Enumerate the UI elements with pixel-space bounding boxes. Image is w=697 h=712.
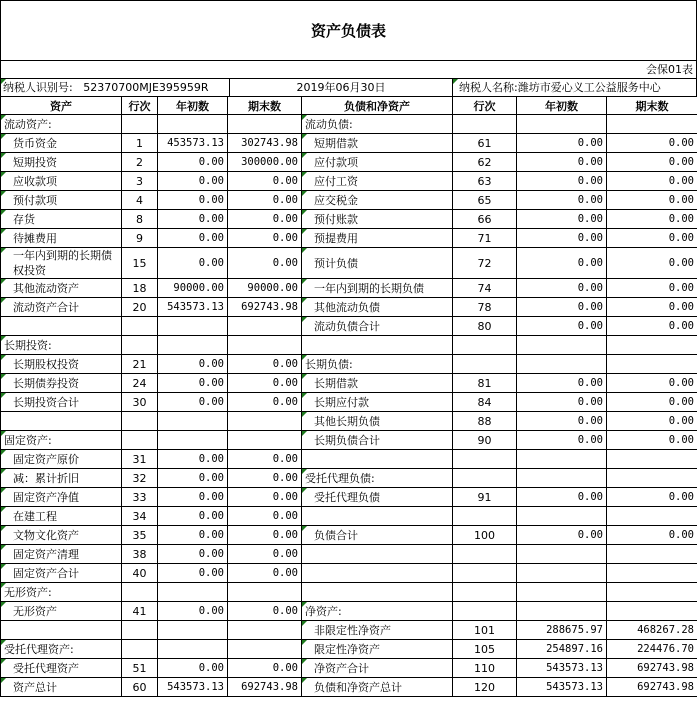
asset-end-cell[interactable]: 0.00 [228, 450, 302, 469]
liability-begin-cell[interactable]: 0.00 [517, 393, 607, 412]
liability-name-cell[interactable] [302, 564, 453, 583]
asset-end-cell[interactable]: 0.00 [228, 229, 302, 248]
asset-name-cell[interactable]: 固定资产合计 [1, 564, 122, 583]
asset-line-cell[interactable]: 40 [122, 564, 158, 583]
liability-name-cell[interactable]: 流动负债合计 [302, 317, 453, 336]
liability-begin-cell[interactable] [517, 336, 607, 355]
liability-begin-cell[interactable]: 0.00 [517, 317, 607, 336]
liability-name-cell[interactable]: 应付工资 [302, 172, 453, 191]
asset-name-cell[interactable]: 无形资产: [1, 583, 122, 602]
table-row [1, 640, 697, 659]
asset-name-cell[interactable]: 固定资产原价 [1, 450, 122, 469]
table-row [1, 507, 697, 526]
asset-line-cell[interactable]: 24 [122, 374, 158, 393]
asset-end-cell[interactable] [228, 336, 302, 355]
table-row [1, 412, 697, 431]
liability-end-cell[interactable]: 0.00 [607, 134, 697, 153]
liability-name-cell[interactable] [302, 336, 453, 355]
liability-begin-cell[interactable] [517, 355, 607, 374]
table-row [1, 248, 697, 279]
liability-begin-cell[interactable]: 0.00 [517, 374, 607, 393]
liability-line-cell[interactable]: 61 [453, 134, 517, 153]
asset-end-cell[interactable]: 692743.98 [228, 678, 302, 697]
asset-end-cell[interactable] [228, 583, 302, 602]
taxpayer-name: 潍坊市爱心义工公益服务中心 [517, 81, 661, 94]
liability-line-cell[interactable]: 105 [453, 640, 517, 659]
asset-end-cell[interactable]: 0.00 [228, 602, 302, 621]
report-date[interactable]: 2019年06月30日 [230, 79, 453, 96]
asset-end-cell[interactable] [228, 412, 302, 431]
asset-line-cell[interactable]: 15 [122, 248, 158, 279]
liability-name-cell[interactable]: 一年内到期的长期负债 [302, 279, 453, 298]
table-row [1, 431, 697, 450]
asset-end-cell[interactable]: 0.00 [228, 393, 302, 412]
liability-name-cell[interactable]: 应交税金 [302, 191, 453, 210]
asset-begin-cell[interactable]: 0.00 [158, 488, 228, 507]
asset-begin-cell[interactable] [158, 431, 228, 450]
liability-end-cell[interactable]: 0.00 [607, 229, 697, 248]
asset-name-cell[interactable]: 待摊费用 [1, 229, 122, 248]
asset-end-cell[interactable]: 90000.00 [228, 279, 302, 298]
table-row [1, 469, 697, 488]
asset-end-cell[interactable]: 0.00 [228, 488, 302, 507]
asset-line-cell[interactable]: 9 [122, 229, 158, 248]
liability-line-cell[interactable]: 120 [453, 678, 517, 697]
liability-line-cell[interactable]: 81 [453, 374, 517, 393]
table-row [1, 583, 697, 602]
asset-end-cell[interactable]: 0.00 [228, 210, 302, 229]
table-row [1, 374, 697, 393]
liability-name-cell[interactable]: 其他长期负债 [302, 412, 453, 431]
header-end: 期末数 [228, 97, 302, 115]
liability-begin-cell[interactable]: 0.00 [517, 279, 607, 298]
asset-name-cell[interactable]: 长期投资: [1, 336, 122, 355]
liability-name-cell[interactable]: 流动负债: [302, 115, 453, 134]
asset-line-cell[interactable]: 31 [122, 450, 158, 469]
asset-begin-cell[interactable]: 0.00 [158, 248, 228, 279]
liability-line-cell[interactable]: 110 [453, 659, 517, 678]
asset-line-cell[interactable]: 3 [122, 172, 158, 191]
asset-end-cell[interactable]: 0.00 [228, 564, 302, 583]
table-row [1, 191, 697, 210]
liability-name-cell[interactable]: 负债和净资产总计 [302, 678, 453, 697]
asset-line-cell[interactable]: 33 [122, 488, 158, 507]
asset-line-cell[interactable]: 8 [122, 210, 158, 229]
taxpayer-id-label: 纳税人识别号: [3, 81, 73, 94]
liability-line-cell[interactable]: 84 [453, 393, 517, 412]
liability-end-cell[interactable]: 0.00 [607, 412, 697, 431]
liability-end-cell[interactable]: 0.00 [607, 526, 697, 545]
liability-line-cell[interactable]: 71 [453, 229, 517, 248]
asset-line-cell[interactable]: 2 [122, 153, 158, 172]
table-row [1, 115, 697, 134]
liability-end-cell[interactable]: 224476.70 [607, 640, 697, 659]
balance-table [0, 96, 697, 697]
liability-name-cell[interactable]: 长期负债合计 [302, 431, 453, 450]
liability-line-cell[interactable]: 80 [453, 317, 517, 336]
liability-begin-cell[interactable] [517, 564, 607, 583]
header-info-row [0, 78, 697, 96]
table-row [1, 621, 697, 640]
liability-end-cell[interactable] [607, 564, 697, 583]
liability-name-cell[interactable]: 非限定性净资产 [302, 621, 453, 640]
asset-name-cell[interactable]: 长期股权投资 [1, 355, 122, 374]
asset-name-cell[interactable]: 固定资产净值 [1, 488, 122, 507]
liability-end-cell[interactable]: 692743.98 [607, 659, 697, 678]
asset-end-cell[interactable] [228, 115, 302, 134]
liability-line-cell[interactable] [453, 450, 517, 469]
liability-line-cell[interactable]: 74 [453, 279, 517, 298]
table-row [1, 678, 697, 697]
asset-line-cell[interactable] [122, 621, 158, 640]
liability-begin-cell[interactable] [517, 602, 607, 621]
asset-name-cell[interactable]: 货币资金 [1, 134, 122, 153]
asset-begin-cell[interactable] [158, 583, 228, 602]
asset-begin-cell[interactable]: 543573.13 [158, 678, 228, 697]
asset-begin-cell[interactable] [158, 115, 228, 134]
liability-name-cell[interactable]: 长期应付款 [302, 393, 453, 412]
liability-begin-cell[interactable]: 0.00 [517, 210, 607, 229]
liability-name-cell[interactable]: 受托代理负债 [302, 488, 453, 507]
asset-end-cell[interactable] [228, 640, 302, 659]
asset-line-cell[interactable] [122, 583, 158, 602]
liability-begin-cell[interactable] [517, 469, 607, 488]
liability-line-cell[interactable]: 62 [453, 153, 517, 172]
table-row [1, 545, 697, 564]
table-header-row [1, 97, 697, 115]
asset-end-cell[interactable]: 302743.98 [228, 134, 302, 153]
liability-line-cell[interactable]: 100 [453, 526, 517, 545]
table-row [1, 450, 697, 469]
liability-begin-cell[interactable]: 288675.97 [517, 621, 607, 640]
liability-end-cell[interactable] [607, 469, 697, 488]
liability-begin-cell[interactable]: 0.00 [517, 526, 607, 545]
liability-end-cell[interactable]: 0.00 [607, 374, 697, 393]
asset-begin-cell[interactable]: 0.00 [158, 545, 228, 564]
asset-line-cell[interactable]: 35 [122, 526, 158, 545]
liability-end-cell[interactable]: 692743.98 [607, 678, 697, 697]
table-row [1, 229, 697, 248]
liability-name-cell[interactable] [302, 507, 453, 526]
liability-begin-cell[interactable] [517, 115, 607, 134]
liability-name-cell[interactable]: 长期负债: [302, 355, 453, 374]
table-row [1, 564, 697, 583]
liability-line-cell[interactable]: 90 [453, 431, 517, 450]
asset-begin-cell[interactable] [158, 640, 228, 659]
table-row [1, 488, 697, 507]
asset-name-cell[interactable]: 应收款项 [1, 172, 122, 191]
liability-end-cell[interactable] [607, 355, 697, 374]
liability-begin-cell[interactable]: 0.00 [517, 248, 607, 279]
liability-end-cell[interactable]: 0.00 [607, 248, 697, 279]
asset-begin-cell[interactable]: 453573.13 [158, 134, 228, 153]
table-row [1, 298, 697, 317]
liability-line-cell[interactable] [453, 602, 517, 621]
liability-name-cell[interactable] [302, 450, 453, 469]
liability-end-cell[interactable]: 0.00 [607, 172, 697, 191]
liability-begin-cell[interactable]: 543573.13 [517, 678, 607, 697]
liability-begin-cell[interactable] [517, 507, 607, 526]
asset-name-cell[interactable]: 在建工程 [1, 507, 122, 526]
liability-end-cell[interactable]: 0.00 [607, 393, 697, 412]
liability-end-cell[interactable]: 0.00 [607, 191, 697, 210]
asset-line-cell[interactable]: 60 [122, 678, 158, 697]
asset-name-cell[interactable]: 无形资产 [1, 602, 122, 621]
asset-begin-cell[interactable]: 0.00 [158, 393, 228, 412]
asset-begin-cell[interactable] [158, 621, 228, 640]
asset-begin-cell[interactable]: 0.00 [158, 450, 228, 469]
asset-name-cell[interactable]: 流动资产: [1, 115, 122, 134]
liability-begin-cell[interactable]: 254897.16 [517, 640, 607, 659]
liability-end-cell[interactable]: 0.00 [607, 210, 697, 229]
asset-name-cell[interactable]: 文物文化资产 [1, 526, 122, 545]
liability-end-cell[interactable] [607, 115, 697, 134]
asset-name-cell[interactable]: 其他流动资产 [1, 279, 122, 298]
liability-line-cell[interactable] [453, 355, 517, 374]
liability-begin-cell[interactable]: 0.00 [517, 412, 607, 431]
asset-end-cell[interactable]: 0.00 [228, 172, 302, 191]
taxpayer-name-cell[interactable] [453, 79, 696, 96]
liability-end-cell[interactable] [607, 507, 697, 526]
liability-line-cell[interactable] [453, 545, 517, 564]
asset-line-cell[interactable]: 51 [122, 659, 158, 678]
asset-end-cell[interactable]: 692743.98 [228, 298, 302, 317]
asset-end-cell[interactable]: 0.00 [228, 355, 302, 374]
table-row [1, 210, 697, 229]
liability-line-cell[interactable]: 88 [453, 412, 517, 431]
liability-begin-cell[interactable] [517, 545, 607, 564]
liability-name-cell[interactable]: 受托代理负债: [302, 469, 453, 488]
asset-line-cell[interactable]: 4 [122, 191, 158, 210]
asset-line-cell[interactable]: 34 [122, 507, 158, 526]
asset-name-cell[interactable]: 短期投资 [1, 153, 122, 172]
asset-end-cell[interactable]: 0.00 [228, 545, 302, 564]
asset-line-cell[interactable]: 18 [122, 279, 158, 298]
taxpayer-id: 52370700MJE395959R [83, 81, 209, 94]
asset-name-cell[interactable]: 流动资产合计 [1, 298, 122, 317]
liability-line-cell[interactable] [453, 583, 517, 602]
liability-end-cell[interactable]: 0.00 [607, 431, 697, 450]
asset-end-cell[interactable] [228, 317, 302, 336]
liability-name-cell[interactable] [302, 545, 453, 564]
liability-name-cell[interactable]: 预计负债 [302, 248, 453, 279]
asset-line-cell[interactable] [122, 640, 158, 659]
liability-end-cell[interactable]: 0.00 [607, 488, 697, 507]
asset-end-cell[interactable] [228, 431, 302, 450]
liability-line-cell[interactable]: 63 [453, 172, 517, 191]
liability-end-cell[interactable] [607, 583, 697, 602]
asset-line-cell[interactable]: 38 [122, 545, 158, 564]
asset-begin-cell[interactable]: 0.00 [158, 191, 228, 210]
table-row [1, 317, 697, 336]
liability-end-cell[interactable] [607, 545, 697, 564]
liability-end-cell[interactable]: 0.00 [607, 279, 697, 298]
table-row [1, 659, 697, 678]
liability-line-cell[interactable] [453, 469, 517, 488]
liability-begin-cell[interactable] [517, 450, 607, 469]
liability-line-cell[interactable]: 65 [453, 191, 517, 210]
liability-name-cell[interactable] [302, 583, 453, 602]
asset-line-cell[interactable]: 41 [122, 602, 158, 621]
asset-begin-cell[interactable] [158, 317, 228, 336]
sheet-title: 资产负债表 [0, 0, 697, 60]
asset-name-cell[interactable]: 长期债券投资 [1, 374, 122, 393]
table-row [1, 153, 697, 172]
liability-line-cell[interactable]: 91 [453, 488, 517, 507]
asset-begin-cell[interactable]: 0.00 [158, 153, 228, 172]
table-row [1, 602, 697, 621]
liability-line-cell[interactable] [453, 564, 517, 583]
liability-name-cell[interactable]: 负债合计 [302, 526, 453, 545]
asset-begin-cell[interactable]: 0.00 [158, 355, 228, 374]
asset-begin-cell[interactable] [158, 336, 228, 355]
asset-name-cell[interactable]: 固定资产清理 [1, 545, 122, 564]
asset-end-cell[interactable]: 0.00 [228, 507, 302, 526]
asset-line-cell[interactable] [122, 115, 158, 134]
liability-name-cell[interactable]: 长期借款 [302, 374, 453, 393]
table-row [1, 393, 697, 412]
table-row [1, 172, 697, 191]
table-row [1, 336, 697, 355]
asset-begin-cell[interactable]: 0.00 [158, 210, 228, 229]
liability-line-cell[interactable] [453, 507, 517, 526]
liability-begin-cell[interactable]: 0.00 [517, 134, 607, 153]
header-begin2: 年初数 [517, 97, 607, 115]
liability-line-cell[interactable]: 101 [453, 621, 517, 640]
liability-end-cell[interactable]: 0.00 [607, 298, 697, 317]
form-code: 会保01表 [0, 60, 697, 78]
asset-end-cell[interactable]: 0.00 [228, 191, 302, 210]
liability-end-cell[interactable]: 0.00 [607, 317, 697, 336]
liability-name-cell[interactable]: 净资产: [302, 602, 453, 621]
asset-end-cell[interactable]: 300000.00 [228, 153, 302, 172]
asset-begin-cell[interactable]: 0.00 [158, 229, 228, 248]
asset-begin-cell[interactable] [158, 412, 228, 431]
liability-begin-cell[interactable]: 0.00 [517, 153, 607, 172]
liability-begin-cell[interactable]: 0.00 [517, 431, 607, 450]
asset-end-cell[interactable]: 0.00 [228, 374, 302, 393]
liability-begin-cell[interactable]: 543573.13 [517, 659, 607, 678]
asset-begin-cell[interactable]: 0.00 [158, 374, 228, 393]
asset-end-cell[interactable]: 0.00 [228, 526, 302, 545]
table-row [1, 355, 697, 374]
table-row [1, 526, 697, 545]
liability-end-cell[interactable] [607, 450, 697, 469]
asset-begin-cell[interactable]: 543573.13 [158, 298, 228, 317]
asset-end-cell[interactable]: 0.00 [228, 659, 302, 678]
asset-name-cell[interactable]: 一年内到期的长期债权投资 [1, 248, 122, 279]
liability-name-cell[interactable]: 预付账款 [302, 210, 453, 229]
header-liability: 负债和净资产 [302, 97, 453, 115]
liability-line-cell[interactable]: 72 [453, 248, 517, 279]
liability-begin-cell[interactable]: 0.00 [517, 488, 607, 507]
asset-line-cell[interactable] [122, 412, 158, 431]
asset-name-cell[interactable] [1, 412, 122, 431]
asset-name-cell[interactable]: 受托代理资产 [1, 659, 122, 678]
asset-name-cell[interactable]: 固定资产: [1, 431, 122, 450]
liability-line-cell[interactable] [453, 115, 517, 134]
asset-begin-cell[interactable]: 0.00 [158, 526, 228, 545]
liability-name-cell[interactable]: 净资产合计 [302, 659, 453, 678]
asset-line-cell[interactable]: 1 [122, 134, 158, 153]
asset-name-cell[interactable]: 存货 [1, 210, 122, 229]
asset-line-cell[interactable]: 32 [122, 469, 158, 488]
liability-name-cell[interactable]: 应付款项 [302, 153, 453, 172]
liability-end-cell[interactable] [607, 336, 697, 355]
asset-end-cell[interactable]: 0.00 [228, 469, 302, 488]
asset-line-cell[interactable] [122, 336, 158, 355]
asset-end-cell[interactable] [228, 621, 302, 640]
liability-name-cell[interactable]: 预提费用 [302, 229, 453, 248]
taxpayer-name-label: 纳税人名称: [459, 81, 518, 94]
liability-end-cell[interactable] [607, 602, 697, 621]
asset-begin-cell[interactable]: 0.00 [158, 659, 228, 678]
liability-begin-cell[interactable]: 0.00 [517, 172, 607, 191]
asset-name-cell[interactable]: 受托代理资产: [1, 640, 122, 659]
asset-begin-cell[interactable]: 90000.00 [158, 279, 228, 298]
liability-begin-cell[interactable]: 0.00 [517, 298, 607, 317]
liability-begin-cell[interactable]: 0.00 [517, 191, 607, 210]
header-line: 行次 [122, 97, 158, 115]
liability-end-cell[interactable]: 468267.28 [607, 621, 697, 640]
liability-begin-cell[interactable]: 0.00 [517, 229, 607, 248]
liability-name-cell[interactable]: 短期借款 [302, 134, 453, 153]
liability-name-cell[interactable]: 其他流动负债 [302, 298, 453, 317]
asset-name-cell[interactable]: 减：累计折旧 [1, 469, 122, 488]
asset-end-cell[interactable]: 0.00 [228, 248, 302, 279]
asset-line-cell[interactable] [122, 317, 158, 336]
asset-line-cell[interactable]: 30 [122, 393, 158, 412]
liability-begin-cell[interactable] [517, 583, 607, 602]
asset-begin-cell[interactable]: 0.00 [158, 602, 228, 621]
liability-end-cell[interactable]: 0.00 [607, 153, 697, 172]
liability-line-cell[interactable]: 66 [453, 210, 517, 229]
table-row [1, 279, 697, 298]
asset-name-cell[interactable]: 预付款项 [1, 191, 122, 210]
asset-begin-cell[interactable]: 0.00 [158, 172, 228, 191]
asset-begin-cell[interactable]: 0.00 [158, 507, 228, 526]
liability-name-cell[interactable]: 限定性净资产 [302, 640, 453, 659]
asset-line-cell[interactable]: 20 [122, 298, 158, 317]
table-row [1, 134, 697, 153]
asset-begin-cell[interactable]: 0.00 [158, 469, 228, 488]
asset-begin-cell[interactable]: 0.00 [158, 564, 228, 583]
taxpayer-id-cell[interactable] [1, 79, 230, 96]
asset-name-cell[interactable] [1, 317, 122, 336]
asset-name-cell[interactable]: 资产总计 [1, 678, 122, 697]
asset-line-cell[interactable] [122, 431, 158, 450]
asset-line-cell[interactable]: 21 [122, 355, 158, 374]
liability-line-cell[interactable]: 78 [453, 298, 517, 317]
header-line2: 行次 [453, 97, 517, 115]
header-begin: 年初数 [158, 97, 228, 115]
liability-line-cell[interactable] [453, 336, 517, 355]
header-end2: 期末数 [607, 97, 697, 115]
asset-name-cell[interactable]: 长期投资合计 [1, 393, 122, 412]
asset-name-cell[interactable] [1, 621, 122, 640]
header-asset: 资产 [1, 97, 122, 115]
